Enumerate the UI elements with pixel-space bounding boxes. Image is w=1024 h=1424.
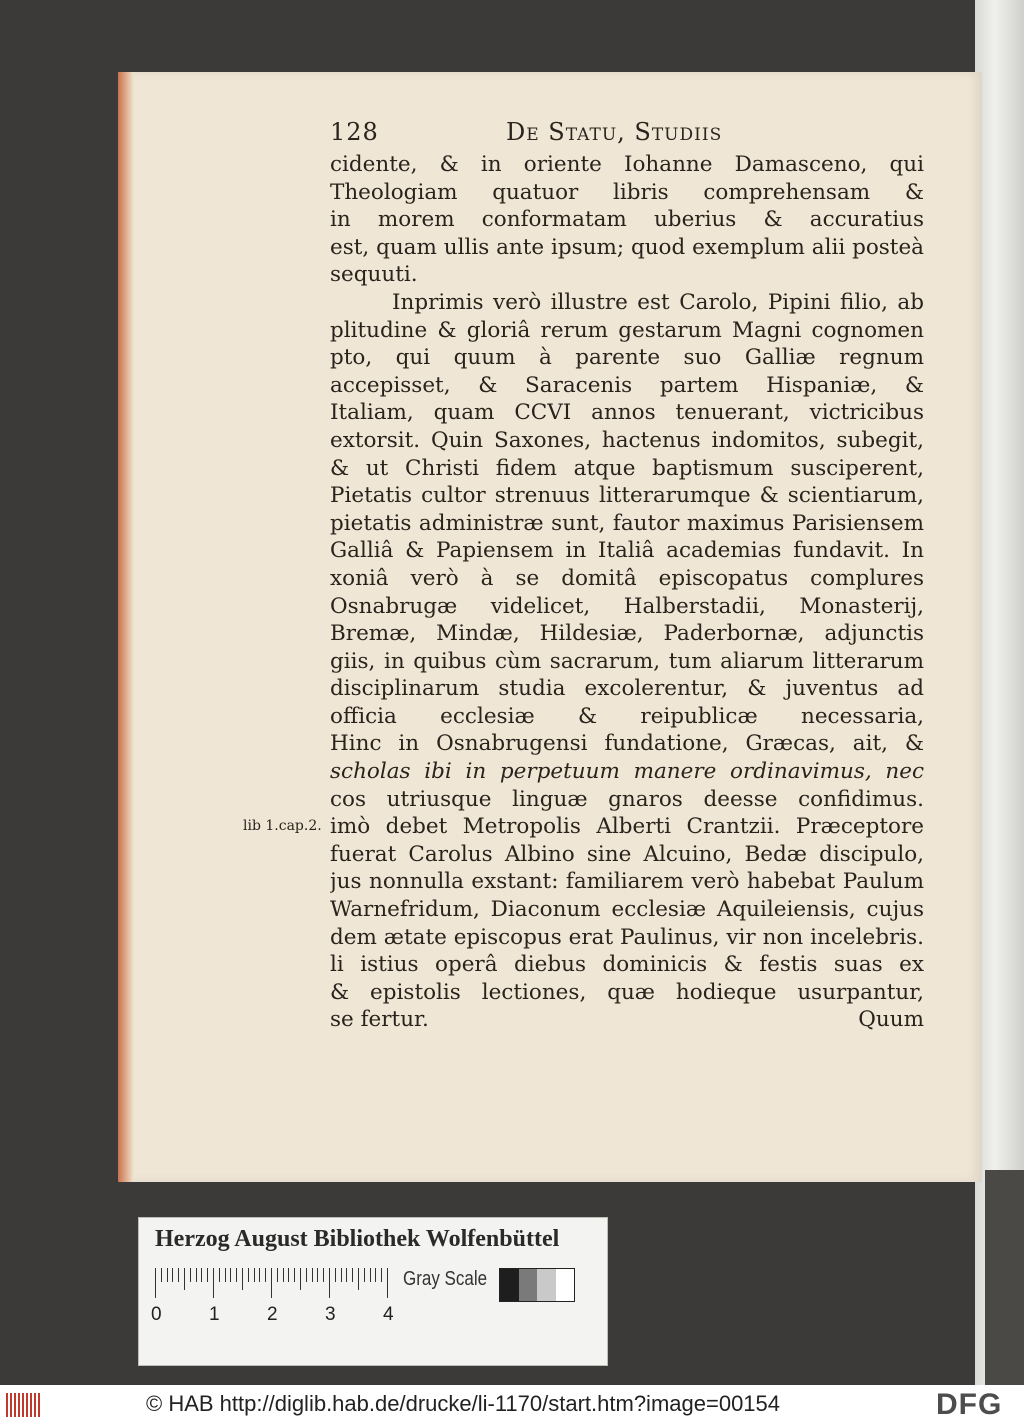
text-line: & ut Christi fidem atque baptismum susciperent, bbox=[330, 455, 924, 481]
ruler-tick bbox=[225, 1268, 226, 1282]
running-title: De Statu, Studiis bbox=[506, 118, 723, 146]
ruler-tick bbox=[370, 1268, 371, 1282]
text-line: jus nonnulla exstant: familiarem verò habebat Paulum bbox=[330, 869, 924, 895]
ruler-tick bbox=[358, 1268, 359, 1290]
gray-swatch bbox=[556, 1269, 575, 1301]
ruler-tick bbox=[236, 1268, 237, 1282]
ruler-tick bbox=[161, 1268, 162, 1282]
ruler-tick bbox=[312, 1268, 313, 1282]
text-line: li istius operâ diebus dominicis & festis suas ex bbox=[330, 952, 924, 978]
scanner-flap-shadow bbox=[985, 1170, 1024, 1385]
ruler-tick bbox=[259, 1268, 260, 1282]
page-number: 128 bbox=[330, 118, 379, 146]
text-line: pto, qui quum à parente suo Galliæ regnum bbox=[330, 345, 924, 371]
ruler-tick bbox=[190, 1268, 191, 1282]
text-line: cidente, & in oriente Iohanne Damasceno, qui bbox=[330, 152, 924, 177]
ruler-tick bbox=[381, 1268, 382, 1282]
ruler-tick bbox=[213, 1268, 214, 1298]
marginal-note: lib 1.cap.2. bbox=[243, 818, 322, 834]
ruler-tick bbox=[242, 1268, 243, 1290]
text-line: se fertur. bbox=[330, 1007, 429, 1033]
ruler-tick bbox=[294, 1268, 295, 1282]
gray-swatch bbox=[537, 1269, 556, 1301]
text-line: Italiam, quam CCVI annos tenuerant, victricibus bbox=[330, 400, 924, 426]
ruler-tick bbox=[341, 1268, 342, 1282]
ruler-tick bbox=[172, 1268, 173, 1282]
ruler-tick bbox=[335, 1268, 336, 1282]
text-line: scholas ibi in perpetuum manere ordinavimus, nec bbox=[330, 759, 924, 785]
text-line: disciplinarum studia excolerentur, & juventus ad bbox=[330, 676, 924, 702]
text-line: cos utriusque linguæ gnaros deesse confidimus. bbox=[330, 786, 924, 812]
ruler-tick bbox=[375, 1268, 376, 1282]
footer-bar bbox=[0, 1385, 1024, 1424]
ruler-tick bbox=[352, 1268, 353, 1282]
catchword: Quum bbox=[858, 1007, 924, 1033]
ruler-tick bbox=[346, 1268, 347, 1282]
text-line: imò debet Metropolis Alberti Crantzii. Præceptore bbox=[330, 814, 924, 840]
text-line: dem ætate episcopus erat Paulinus, vir non incelebris. bbox=[330, 924, 924, 950]
text-line: giis, in quibus cùm sacrarum, tum aliarum litterarum bbox=[330, 648, 924, 674]
text-line: Warnefridum, Diaconum ecclesiæ Aquileiensis, cujus bbox=[330, 897, 924, 923]
ruler-tick bbox=[288, 1268, 289, 1282]
institution-name: Herzog August Bibliothek Wolfenbüttel bbox=[155, 1226, 560, 1252]
ruler-tick bbox=[300, 1268, 301, 1290]
text-line: Osnabrugæ videlicet, Halberstadii, Monasterij, bbox=[330, 593, 924, 619]
ruler-tick bbox=[265, 1268, 266, 1282]
copyright-link[interactable]: © HAB http://diglib.hab.de/drucke/li-1170/start.htm?image=00154 bbox=[146, 1391, 781, 1416]
ruler-tick bbox=[254, 1268, 255, 1282]
text-line: Inprimis verò illustre est Carolo, Pipini filio, ab bbox=[392, 289, 924, 315]
page-edge bbox=[118, 72, 134, 1182]
text-line: fuerat Carolus Albino sine Alcuino, Bedæ discipulo, bbox=[330, 841, 924, 867]
ruler bbox=[155, 1268, 395, 1298]
ruler-number: 2 bbox=[267, 1304, 278, 1325]
ruler-tick bbox=[306, 1268, 307, 1282]
text-line: Bremæ, Mindæ, Hildesiæ, Paderbornæ, adjunctis bbox=[330, 621, 924, 647]
ruler-tick bbox=[364, 1268, 365, 1282]
ruler-tick bbox=[271, 1268, 272, 1298]
ruler-tick bbox=[387, 1268, 388, 1298]
ruler-tick bbox=[196, 1268, 197, 1282]
text-line: xoniâ verò à se domitâ episcopatus complures bbox=[330, 565, 924, 591]
text-line: accepisset, & Saracenis partem Hispaniæ, & bbox=[330, 372, 924, 398]
ruler-number: 1 bbox=[209, 1304, 220, 1325]
ruler-tick bbox=[323, 1268, 324, 1282]
ruler-tick bbox=[167, 1268, 168, 1282]
ruler-tick bbox=[201, 1268, 202, 1282]
ruler-number: 0 bbox=[151, 1304, 162, 1325]
color-target-card bbox=[138, 1217, 608, 1366]
running-head bbox=[330, 118, 890, 150]
text-line: officia ecclesiæ & reipublicæ necessaria, bbox=[330, 703, 924, 729]
ruler-tick bbox=[248, 1268, 249, 1282]
gray-scale-label: Gray Scale bbox=[403, 1268, 488, 1290]
text-line: & epistolis lectiones, quæ hodieque usurpantur, bbox=[330, 979, 924, 1005]
ruler-tick bbox=[277, 1268, 278, 1282]
text-line: pietatis administræ sunt, fautor maximus Parisiensem bbox=[330, 510, 924, 536]
text-line: est, quam ullis ante ipsum; quod exemplum alii posteà bbox=[330, 234, 924, 260]
ruler-number: 4 bbox=[383, 1304, 394, 1325]
body-text bbox=[330, 151, 924, 1034]
ruler-tick bbox=[184, 1268, 185, 1290]
ruler-tick bbox=[178, 1268, 179, 1282]
text-line: Galliâ & Papiensem in Italiâ academias fundavit. In bbox=[330, 538, 924, 564]
text-line: Theologiam quatuor libris comprehensam & bbox=[330, 179, 924, 205]
gray-swatches bbox=[499, 1268, 575, 1302]
ruler-number: 3 bbox=[325, 1304, 336, 1325]
text-line: sequuti. bbox=[330, 262, 418, 288]
ruler-tick bbox=[283, 1268, 284, 1282]
gray-swatch bbox=[519, 1269, 538, 1301]
ruler-tick bbox=[329, 1268, 330, 1298]
ruler-tick bbox=[207, 1268, 208, 1282]
text-line: in morem conformatam uberius & accuratius bbox=[330, 207, 924, 233]
ruler-tick bbox=[219, 1268, 220, 1282]
ruler-tick bbox=[155, 1268, 156, 1298]
barcode-icon bbox=[6, 1393, 42, 1417]
text-line: Hinc in Osnabrugensi fundatione, Græcas, ait, & bbox=[330, 731, 924, 757]
text-line: Pietatis cultor strenuus litterarumque & scientiarum, bbox=[330, 483, 924, 509]
ruler-tick bbox=[230, 1268, 231, 1282]
text-line: plitudine & gloriâ rerum gestarum Magni cognomen bbox=[330, 317, 924, 343]
ruler-tick bbox=[317, 1268, 318, 1282]
text-line: extorsit. Quin Saxones, hactenus indomitos, subegit, bbox=[330, 427, 924, 453]
gray-swatch bbox=[500, 1269, 519, 1301]
dfg-logo: DFG bbox=[936, 1388, 1003, 1421]
